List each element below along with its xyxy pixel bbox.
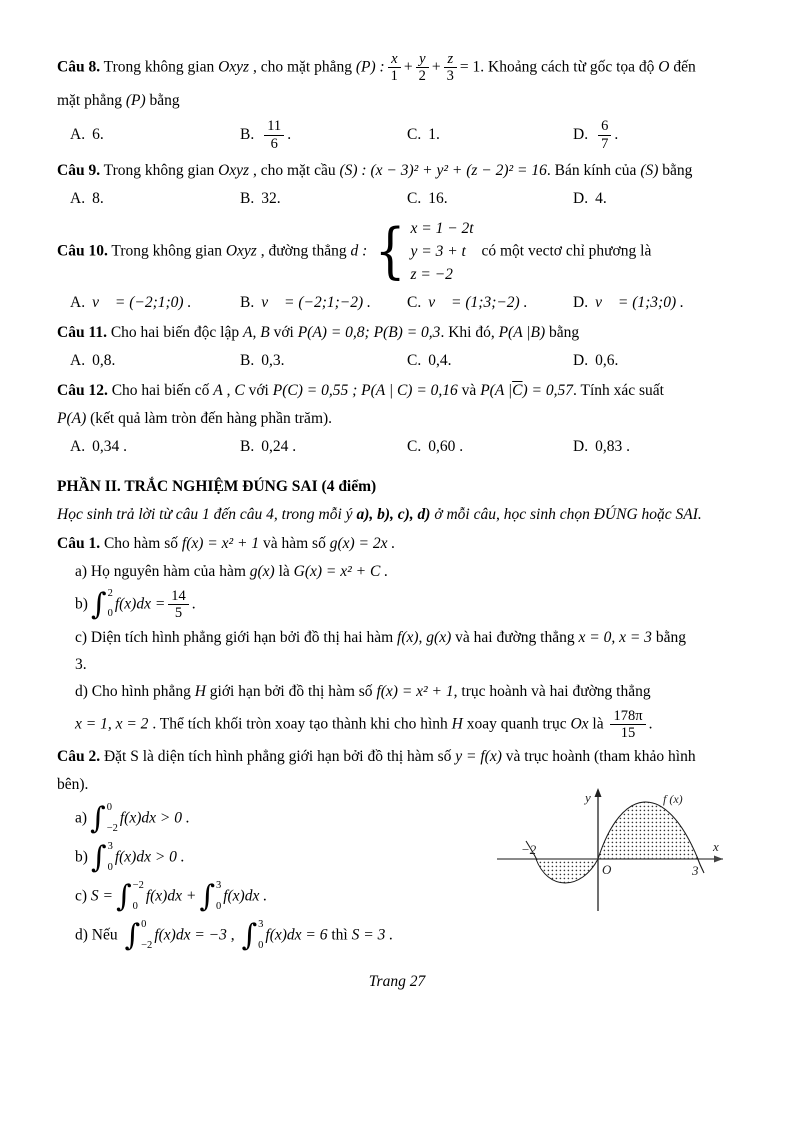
math-run: f(x)dx = 6 bbox=[265, 927, 328, 944]
question-2-line2: bên). bbox=[57, 776, 89, 794]
text-run: bằng bbox=[545, 323, 580, 341]
brace: { bbox=[375, 216, 406, 287]
option-b: B. v⃗ = (−2;1;−2) . bbox=[240, 293, 371, 311]
math-run: S = 3 . bbox=[351, 927, 394, 944]
text-run: Trong không gian bbox=[107, 242, 226, 260]
text-run: với bbox=[244, 381, 273, 399]
option-d: D. 0,83 . bbox=[573, 437, 630, 455]
graph-svg bbox=[495, 785, 735, 915]
math-run: C bbox=[234, 381, 245, 399]
text-run: . Bán kính của bbox=[546, 161, 641, 179]
math-run: P(A) bbox=[57, 409, 87, 427]
question-label: Câu 2. bbox=[57, 748, 101, 766]
math-run: A, B bbox=[243, 323, 270, 341]
part2-instruction: Học sinh trả lời từ câu 1 đến câu 4, trong mỗi ý a), b), c), d) ở mỗi câu, học sinh chọn ĐÚNG hoặc SAI. bbox=[57, 505, 702, 523]
text-run: bằng bbox=[145, 92, 180, 110]
math-run: f(x) = x² + 1 bbox=[376, 682, 454, 700]
math-overline: $\overline{C}$ bbox=[512, 381, 523, 399]
text-run: Đặt S là diện tích hình phẳng giới hạn bởi đồ thị hàm số bbox=[100, 748, 456, 766]
math-run: ) = 0,57 bbox=[522, 381, 573, 399]
text-run: Cho hai biến cố bbox=[107, 381, 214, 399]
shaded-region-negative bbox=[536, 859, 598, 883]
y-axis-arrow bbox=[595, 788, 602, 797]
option-c: C. 0,60 . bbox=[407, 437, 464, 455]
text-run: Nếu bbox=[87, 927, 122, 944]
math-run: g(x) = 2x . bbox=[329, 534, 396, 552]
integral: ∫ 3 0 bbox=[199, 879, 222, 915]
integral: ∫ 0 −2 bbox=[124, 918, 153, 954]
item-d: d) Cho hình phẳng H giới hạn bởi đồ thị hàm số f(x) = x² + 1, trục hoành và hai đường thẳng bbox=[75, 682, 651, 700]
fraction: $\frac{178\pi}{15}$ bbox=[610, 708, 645, 741]
text-run: và bbox=[457, 381, 481, 399]
integral: ∫ 0 −2 bbox=[90, 801, 118, 837]
text-run: (kết quả làm tròn đến hàng phần trăm). bbox=[86, 409, 333, 427]
integral: ∫ −2 0 bbox=[116, 879, 144, 915]
text-run: Cho hàm số bbox=[100, 534, 182, 552]
item-c-line2: 3. bbox=[75, 655, 87, 673]
question-11 bbox=[57, 321, 737, 345]
equation: z = −2 bbox=[410, 266, 453, 284]
item-c: c) Diện tích hình phẳng giới hạn bởi đồ thị hai hàm f(x), g(x) và hai đường thẳng x = 0, x = 3 bằng bbox=[75, 628, 686, 646]
page-number: Trang 27 bbox=[368, 973, 426, 991]
text-run: Trong không gian bbox=[100, 161, 219, 179]
math-run: (P) : bbox=[355, 58, 385, 76]
math-run: f(x)dx . bbox=[223, 888, 268, 905]
shaded-region-positive bbox=[598, 802, 698, 859]
text-run: và trục hoành (tham khảo hình bbox=[501, 748, 696, 766]
text-run: là bbox=[588, 715, 608, 733]
question-8-line2 bbox=[57, 89, 737, 113]
item-b: b) ∫ 2 0 f(x)dx = $\frac{14}{5}$ . bbox=[75, 586, 196, 622]
x-intercept-right-label: 3 bbox=[692, 863, 699, 879]
question-label: Câu 1. bbox=[57, 534, 101, 552]
q10-options bbox=[57, 291, 737, 315]
x-intercept-left-label: −2 bbox=[521, 842, 537, 858]
option-a: A. 0,34 . bbox=[70, 437, 127, 455]
math-run: x = 0, x = 3 bbox=[578, 628, 652, 646]
fraction: $\frac{14}{5}$ bbox=[168, 588, 189, 621]
integral: ∫ 2 0 bbox=[90, 586, 113, 622]
text-run: Trong không gian bbox=[100, 58, 219, 76]
math-run: P(C) = 0,55 ; P(A | C) = 0,16 bbox=[272, 381, 458, 399]
option-d: D. 4. bbox=[573, 189, 607, 207]
origin-label: O bbox=[602, 862, 612, 878]
math-run: P(A) = 0,8; P(B) = 0,3 bbox=[297, 323, 441, 341]
option-d: D. 6 7 . bbox=[573, 118, 619, 152]
text-run: , cho mặt phẳng bbox=[249, 58, 356, 76]
text-run: , trục hoành và hai đường thẳng bbox=[453, 682, 651, 700]
text-run: và hàm số bbox=[259, 534, 330, 552]
text-run: Diện tích hình phẳng giới hạn bởi đồ thị hai hàm bbox=[87, 628, 398, 646]
item-a: a) ∫ 0 −2 f(x)dx > 0 . bbox=[75, 801, 190, 837]
option-b: B. 32. bbox=[240, 189, 281, 207]
item-d-line2: x = 1, x = 2 . Thể tích khối tròn xoay tạo thành khi cho hình H xoay quanh trục Ox là $\frac{178\pi}{15}$ . bbox=[75, 707, 653, 742]
q9-options bbox=[57, 187, 737, 211]
math-run: G(x) = x² + C . bbox=[293, 562, 389, 580]
x-axis-label: x bbox=[713, 839, 719, 855]
q12-options bbox=[57, 435, 737, 459]
question-label: Câu 12. bbox=[57, 381, 108, 399]
integral: ∫ 3 0 bbox=[90, 840, 113, 876]
text-run: Cho hai biến độc lập bbox=[106, 323, 243, 341]
math-run: f(x), g(x) bbox=[397, 628, 452, 646]
math-run: P(A | bbox=[480, 381, 513, 399]
text-run: Họ nguyên hàm của hàm bbox=[87, 562, 250, 580]
math-run: (P) bbox=[125, 92, 146, 110]
math-run: + bbox=[403, 58, 413, 76]
item-c: c) S = ∫ −2 0 f(x)dx + ∫ 3 0 f(x)dx . bbox=[75, 879, 268, 915]
text-run: , đường thẳng bbox=[256, 242, 351, 260]
option-c: C. 1. bbox=[407, 126, 440, 144]
math-run: (S) : (x − 3)² + y² + (z − 2)² = 16 bbox=[339, 161, 547, 179]
math-run: O bbox=[658, 58, 670, 76]
math-run: (S) bbox=[640, 161, 659, 179]
integral: ∫ 3 0 bbox=[241, 918, 264, 954]
text-run: có một vectơ chỉ phương là bbox=[477, 242, 652, 260]
text-run: . Khoảng cách từ gốc tọa độ bbox=[480, 58, 659, 76]
math-run: f(x)dx = −3 bbox=[154, 927, 227, 944]
item-d: d) Nếu ∫ 0 −2 f(x)dx = −3 , ∫ 3 0 f(x)dx = 6 thì S = 3 . bbox=[75, 918, 394, 954]
option-b: B. 0,3. bbox=[240, 351, 285, 369]
text-run: giới hạn bởi đồ thị hàm số bbox=[205, 682, 377, 700]
math-run: Oxyz bbox=[225, 242, 257, 260]
text-run: thì bbox=[327, 927, 352, 944]
item-a: a) Họ nguyên hàm của hàm g(x) là G(x) = x² + C . bbox=[75, 562, 389, 580]
question-label: Câu 8. bbox=[57, 58, 101, 76]
question-label: Câu 11. bbox=[57, 323, 107, 341]
fraction: $\frac{y}{2}$ bbox=[416, 51, 429, 84]
equation: y = 3 + t bbox=[410, 243, 466, 261]
part2-question-2-block bbox=[57, 745, 737, 954]
option-a: A. 6. bbox=[70, 126, 104, 144]
option-a: A. 0,8. bbox=[70, 351, 116, 369]
option-d: D. 0,6. bbox=[573, 351, 619, 369]
option-a: A. 8. bbox=[70, 189, 104, 207]
part2-title: PHẦN II. TRẮC NGHIỆM ĐÚNG SAI (4 điểm) bbox=[57, 477, 377, 495]
part2-question-2 bbox=[57, 745, 737, 769]
math-run: f(x)dx > 0 . bbox=[114, 849, 185, 866]
text-run: , bbox=[222, 381, 235, 399]
q8-options bbox=[57, 117, 737, 152]
math-run: H bbox=[194, 682, 206, 700]
text-run: . Tính xác suất bbox=[573, 381, 664, 399]
question-label: Câu 9. bbox=[57, 161, 101, 179]
math-run: f(x)dx = bbox=[114, 595, 166, 613]
text-run: Cho hình phẳng bbox=[87, 682, 195, 700]
function-graph-figure bbox=[495, 785, 735, 915]
text-run: và hai đường thẳng bbox=[451, 628, 579, 646]
text-run: mặt phẳng bbox=[57, 92, 126, 110]
math-run: A bbox=[213, 381, 223, 399]
option-c: C. 16. bbox=[407, 189, 448, 207]
fraction: $\frac{x}{1}$ bbox=[388, 51, 401, 84]
item-b: b) ∫ 3 0 f(x)dx > 0 . bbox=[75, 840, 185, 876]
text-run: , cho mặt cầu bbox=[249, 161, 340, 179]
y-axis-label: y bbox=[585, 790, 591, 806]
text-run: . Khi đó, bbox=[440, 323, 499, 341]
option-b: B. 11 6 . bbox=[240, 118, 292, 152]
part2-question-1 bbox=[57, 532, 737, 556]
text-run: với bbox=[269, 323, 298, 341]
curve-label: f (x) bbox=[663, 792, 683, 807]
text-run: xoay quanh trục bbox=[462, 715, 571, 733]
equation: x = 1 − 2t bbox=[410, 219, 474, 237]
option-c: C. 0,4. bbox=[407, 351, 452, 369]
math-run: Oxyz bbox=[218, 161, 250, 179]
math-run: Oxyz bbox=[218, 58, 250, 76]
text-run: đến bbox=[669, 58, 696, 76]
x-axis-arrow bbox=[714, 856, 723, 863]
math-run: x = 1, x = 2 bbox=[75, 715, 149, 733]
math-run: + bbox=[431, 58, 441, 76]
fraction: 6 7 bbox=[598, 118, 611, 151]
math-run: H bbox=[451, 715, 463, 733]
option-d: D. v⃗ = (1;3;0) . bbox=[573, 293, 684, 311]
math-run: Ox bbox=[570, 715, 589, 733]
option-a: A. v⃗ = (−2;1;0) . bbox=[70, 293, 192, 311]
math-run: g(x) bbox=[249, 562, 275, 580]
option-c: C. v⃗ = (1;3;−2) . bbox=[407, 293, 528, 311]
math-run: P(A |B) bbox=[498, 323, 546, 341]
question-10 bbox=[57, 217, 737, 287]
math-run: d : bbox=[350, 242, 368, 260]
math-run: S = bbox=[90, 888, 114, 905]
math-run: f(x)dx + bbox=[145, 888, 197, 905]
fraction: $\frac{z}{3}$ bbox=[444, 51, 457, 84]
question-9 bbox=[57, 159, 737, 183]
question-8 bbox=[57, 50, 737, 85]
text-run: bằng bbox=[658, 161, 693, 179]
math-run: = 1 bbox=[459, 58, 481, 76]
text-run: , bbox=[226, 927, 239, 944]
math-run: y = f(x) bbox=[455, 748, 502, 766]
question-label: Câu 10. bbox=[57, 242, 108, 260]
question-12-line2 bbox=[57, 407, 737, 431]
q11-options bbox=[57, 349, 737, 373]
text-run: . Thể tích khối tròn xoay tạo thành khi cho hình bbox=[148, 715, 452, 733]
text-run: bằng bbox=[651, 628, 686, 646]
question-12 bbox=[57, 379, 737, 403]
equation-system bbox=[371, 217, 473, 287]
option-b: B. 0,24 . bbox=[240, 437, 297, 455]
text-run: là bbox=[274, 562, 294, 580]
math-run: f(x) = x² + 1 bbox=[181, 534, 260, 552]
math-run: f(x)dx > 0 . bbox=[119, 810, 190, 827]
fraction: 11 6 bbox=[264, 118, 284, 151]
